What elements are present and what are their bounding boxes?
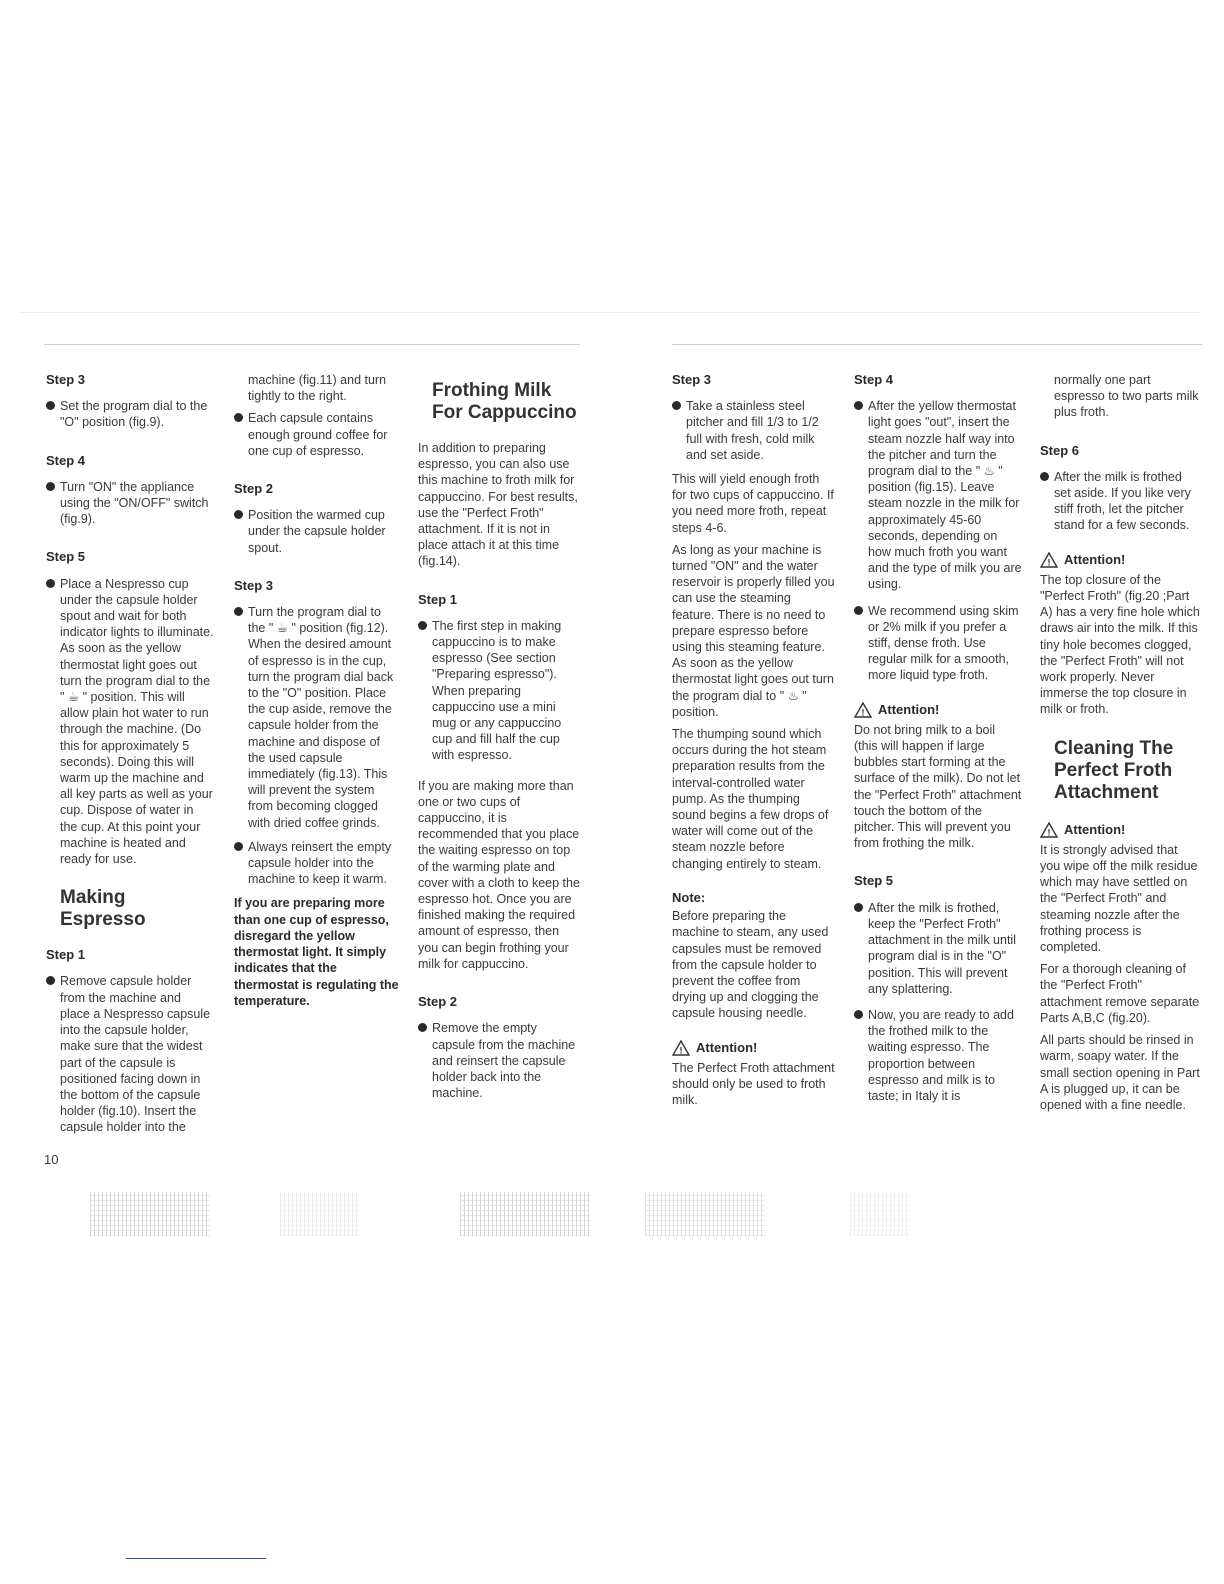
attention-heading: ! Attention! — [672, 1040, 836, 1056]
scan-noise — [280, 1192, 360, 1236]
attention-heading: ! Attention! — [1040, 552, 1200, 568]
attention-text: The Perfect Froth attachment should only be used to froth milk. — [672, 1060, 835, 1108]
warning-icon — [1040, 552, 1058, 568]
step-1-heading: Step 1 — [418, 591, 458, 607]
making-step-1-heading: Step 1 — [46, 947, 86, 963]
column-4 — [672, 372, 836, 1114]
bullet-icon — [672, 401, 681, 410]
column-2 — [234, 372, 400, 1015]
list-item: Take a stainless steel pitcher and fill 1/3 to 1/2 full with fresh, cold milk and set aside. — [672, 398, 836, 463]
bullet-icon — [418, 1023, 427, 1032]
scan-noise — [645, 1192, 765, 1236]
bullet-icon — [46, 976, 55, 985]
list-item: After the milk is frothed, keep the "Perfect Froth" attachment in the milk until program dial is in the "O" position. This will prevent any splattering. — [854, 900, 1022, 997]
attention-text: It is strongly advised that you wipe off the milk residue which may have settled on the "Perfect Froth" and steaming nozzle after the frothing process is completed. — [1040, 842, 1198, 955]
column-3 — [418, 380, 582, 1109]
bullet-icon — [1040, 472, 1049, 481]
bullet-icon — [854, 903, 863, 912]
note-text: Before preparing the machine to steam, any used capsules must be removed from the capsule holder to prevent the coffee from drying up and clogging the capsule housing needle. — [672, 909, 829, 1021]
page-number: 10 — [44, 1152, 59, 1167]
column-5 — [854, 372, 1022, 1112]
list-item: Each capsule contains enough ground coffee for one cup of espresso. — [234, 410, 400, 459]
paragraph: For a thorough cleaning of the "Perfect Froth" attachment remove separate Parts A,B,C (fig.20). — [1040, 962, 1200, 1025]
attention-text: Do not bring milk to a boil (this will happen if large bubbles start forming at the surface of the milk). Do not let the "Perfect Froth" attachment touch the bottom of the pitcher. This will prevent you from frothing the milk. — [854, 722, 1022, 851]
column-1 — [46, 372, 214, 1144]
making-espresso-title: Making Espresso — [60, 887, 146, 931]
paragraph: This will yield enough froth for two cups of cappuccino. If you need more froth, repeat steps 4-6. — [672, 472, 834, 535]
bullet-icon — [46, 482, 55, 491]
step-4-heading: Step 4 — [854, 372, 894, 387]
list-item: Remove the empty capsule from the machine and reinsert the capsule holder back into the machine. — [418, 1020, 582, 1101]
step-3-heading: Step 3 — [672, 372, 712, 387]
warning-icon — [854, 702, 872, 718]
step-3-heading: Step 3 — [46, 372, 86, 387]
bullet-icon — [854, 1010, 863, 1019]
paragraph: The thumping sound which occurs during the hot steam preparation results from the interval-controlled water pump. As the thumping sound begins a few drops of water will come out of the steam nozzle before changing entirely to steam. — [672, 727, 829, 871]
step-4-heading: Step 4 — [46, 452, 86, 468]
list-item: After the yellow thermostat light goes "out", insert the steam nozzle half way into the pitcher and turn the program dial to the " ♨ " position (fig.15). Leave steam nozzle in the milk for approximately 45-60 seconds, depending on how much froth you want and the type of milk you are using. — [854, 398, 1022, 592]
list-item: Always reinsert the empty capsule holder into the machine to keep it warm. — [234, 839, 400, 888]
bullet-icon — [46, 579, 55, 588]
cleaning-title: Cleaning The Perfect Froth Attachment — [1054, 737, 1174, 803]
bullet-icon — [234, 413, 243, 422]
attention-heading: ! Attention! — [854, 702, 1022, 718]
list-item: Turn the program dial to the " ☕ " position (fig.12). When the desired amount of espresso is in the cup, turn the program dial back to the "O" position. Place the cup aside, remove the capsule holder from the machine and dispose of the used capsule immediately (fig.13). This will prevent the system from becoming clogged with dried coffee grinds. — [234, 604, 400, 831]
list-item: After the milk is frothed set aside. If you like very stiff froth, let the pitcher stand for a few seconds. — [1040, 469, 1200, 534]
multi-cup-note: If you are preparing more than one cup of espresso, disregard the yellow thermostat light. It simply indicates that the thermostat is regulating the temperature. — [234, 896, 399, 1008]
svg-text:!: ! — [679, 1045, 683, 1056]
svg-text:!: ! — [1047, 557, 1051, 568]
list-item: Position the warmed cup under the capsule holder spout. — [234, 507, 400, 556]
svg-text:!: ! — [861, 707, 865, 718]
bullet-icon — [234, 842, 243, 851]
paragraph: If you are making more than one or two cups of cappuccino, it is recommended that you place the waiting espresso on top of the warming plate and cover with a cloth to keep the espresso hot. Once you are finished making the required amount of espresso, then you can begin frothing your milk for cappuccino. — [418, 778, 580, 971]
list-item: Place a Nespresso cup under the capsule holder spout and wait for both indicator lights to illuminate. As soon as the yellow thermostat light goes out turn the program dial to the " ☕ " position. This will allow plain hot water to run through the machine. (Do this for approximately 5 seconds). Doing this will warm up the machine and all key parts as well as your cup. Dispose of water in the cup. At this point your machine is heated and ready for use. — [46, 576, 214, 868]
step-3-heading: Step 3 — [234, 577, 274, 593]
bullet-icon — [234, 510, 243, 519]
list-item: We recommend using skim or 2% milk if you prefer a stiff, dense froth. Use regular milk for a smooth, more liquid type froth. — [854, 603, 1022, 684]
attention-heading: ! Attention! — [1040, 822, 1200, 838]
list-item: The first step in making cappuccino is to make espresso (See section "Preparing espresso"). When preparing cappuccino use a mini mug or any cappuccino cup and fill half the cup with espresso. — [418, 618, 582, 764]
step-5-heading: Step 5 — [854, 873, 894, 889]
scan-noise — [460, 1192, 590, 1236]
bullet-icon — [234, 607, 243, 616]
column-6 — [1040, 372, 1200, 1119]
svg-text:!: ! — [1047, 827, 1051, 838]
attention-text: The top closure of the "Perfect Froth" (fig.20 ;Part A) has a very fine hole which draws air into the milk. If this tiny hole becomes clogged, the "Perfect Froth" will not work properly. Never immerse the top closure in milk or froth. — [1040, 572, 1200, 717]
warning-icon — [672, 1040, 690, 1056]
top-rule-right — [672, 344, 1202, 345]
step-2-heading: Step 2 — [234, 481, 274, 497]
list-item: Turn "ON" the appliance using the "ON/OFF" switch (fig.9). — [46, 479, 214, 528]
list-item: Now, you are ready to add the frothed milk to the waiting espresso. The proportion between espresso and milk is to taste; in Italy it is — [854, 1007, 1022, 1104]
bullet-icon — [418, 621, 427, 630]
continued-text: normally one part espresso to two parts milk plus froth. — [1054, 373, 1199, 420]
bullet-icon — [854, 401, 863, 410]
top-rule-left — [44, 344, 580, 345]
footer-line — [126, 1558, 266, 1559]
step-2-heading: Step 2 — [418, 994, 458, 1010]
step-6-heading: Step 6 — [1040, 442, 1080, 458]
bullet-icon — [854, 606, 863, 615]
warning-icon — [1040, 822, 1058, 838]
scan-noise — [850, 1192, 910, 1236]
paragraph: As long as your machine is turned "ON" and the water reservoir is properly filled you can use the steaming feature. There is no need to prepare espresso before using this steaming feature. As soon as the yellow thermostat light goes out turn the program dial to " ♨ " position. — [672, 542, 835, 719]
intro-text: In addition to preparing espresso, you can also use this machine to froth milk for cappuccino. For best results, use the "Perfect Froth" attachment. If it is not in place attach it at this time (fig.14). — [418, 441, 578, 569]
scan-edge-line — [20, 312, 1200, 313]
frothing-milk-title: Frothing Milk For Cappuccino — [432, 380, 577, 423]
scan-noise — [90, 1192, 210, 1236]
note-heading: Note: — [672, 889, 706, 905]
continued-text: machine (fig.11) and turn tightly to the right. — [248, 373, 387, 404]
list-item: Remove capsule holder from the machine and place a Nespresso capsule into the capsule holder, make sure that the widest part of the capsule is positioned facing down in the bottom of the capsule holder (fig.10). Insert the capsule holder into the — [46, 973, 214, 1135]
bullet-icon — [46, 401, 55, 410]
paragraph: All parts should be rinsed in warm, soapy water. If the small section opening in Part A is plugged up, it can be opened with a fine needle. — [1040, 1033, 1200, 1112]
step-5-heading: Step 5 — [46, 549, 86, 565]
list-item: Set the program dial to the "O" position (fig.9). — [46, 398, 214, 430]
